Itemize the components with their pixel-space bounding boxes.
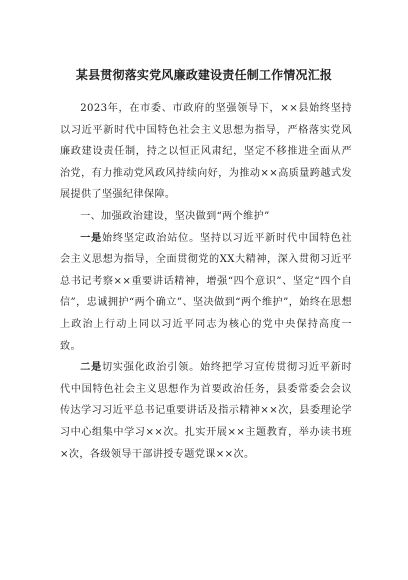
document-title: 某县贯彻落实党风廉政建设责任制工作情况汇报 [75, 68, 333, 82]
point-one-lead: 一是 [80, 232, 102, 244]
section-heading-text: 一、加强政治建设，坚决做到“两个维护” [80, 210, 270, 222]
document-body [60, 98, 352, 465]
point-one-text: 始终坚定政治站位。坚持以习近平新时代中国特色社会主义思想为指导，全面贯彻党的XX大精神，深入贯彻习近平总书记考察××重要讲话精神，增强“四个意识”、坚定“四个自信”，忠诚拥护“两个确立”、坚决做到“两个维护”，始终在思想上政治上行动上同以习近平同志为核心的党中央保持高度一致。 [60, 232, 352, 352]
paragraph-text: 2023年，在市委、市政府的坚强领导下，××县始终坚持以习近平新时代中国特色社会主义思想为指导，严格落实党风廉政建设责任制，持之以恒正风肃纪，坚定不移推进全面从严治党，有力推动党风政风持续向好，为推动××高质量跨越式发展提供了坚强纪律保障。 [60, 103, 352, 201]
point-one-paragraph [60, 228, 352, 358]
point-two-text: 切实强化政治引领。始终把学习宣传贯彻习近平新时代中国特色社会主义思想作为首要政治任务，县委常委会会议传达学习习近平总书记重要讲话及指示精神××次，县委理论学习中心组集中学习××次。扎实开展××主题教育，举办读书班×次，各级领导干部讲授专题党课××次。 [60, 362, 352, 460]
point-two-paragraph [60, 357, 352, 465]
point-two-lead: 二是 [80, 362, 102, 374]
intro-paragraph [60, 98, 352, 206]
section-heading [60, 206, 352, 228]
